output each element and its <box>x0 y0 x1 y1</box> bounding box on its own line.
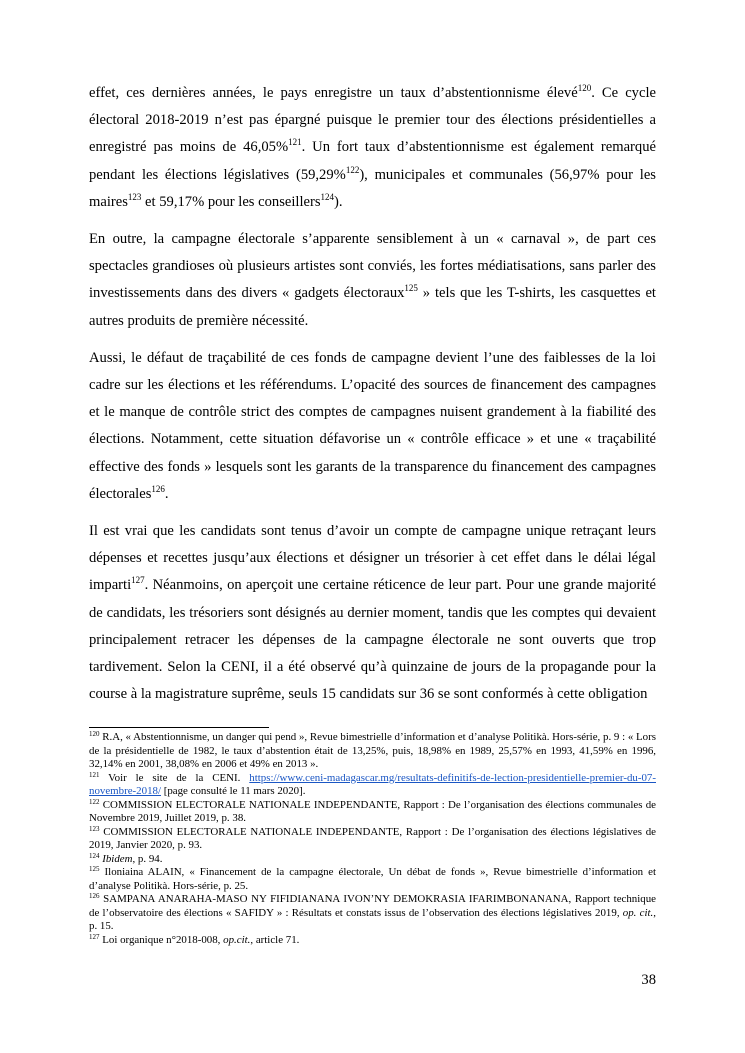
page-number: 38 <box>641 972 656 988</box>
text-run: , p. 15. <box>89 906 656 932</box>
footnote-reference: 124 <box>89 851 100 860</box>
text-run: Il est vrai que les candidats sont tenus d’avoir un compte de campagne unique retraçant leurs dépenses et recettes jusqu’aux élections et désigner un trésorier à cet effet dans le délai légal imparti <box>89 523 656 594</box>
footnote-reference: 120 <box>577 83 592 93</box>
footnote-reference: 121 <box>288 137 302 148</box>
text-run: Loi organique n°2018-008, <box>99 933 224 946</box>
italic-text: op. cit. <box>622 906 654 919</box>
footnote-separator <box>89 727 269 728</box>
text-run: En outre, la campagne électorale s’apparente sensiblement à un « carnaval », de part ces spectacles grandioses où plusieurs artistes sont conviés, les fortes médiatisations, sans parler des investissements dans des divers « gadgets électoraux <box>89 231 656 302</box>
paragraph <box>89 345 656 508</box>
hyperlink[interactable]: https://www.ceni-madagascar.mg/resultats-definitifs-de-lection-presidentielle-premier-du-07-novembre-2018/ <box>89 771 656 797</box>
footnote-reference: 126 <box>151 483 165 494</box>
footnote-reference: 125 <box>89 865 100 873</box>
footnote-reference: 122 <box>89 797 100 806</box>
footnote <box>89 772 656 799</box>
text-run: COMMISSION ELECTORALE NATIONALE INDEPENDANTE, Rapport : De l’organisation des élections législatives de 2019, Janvier 2020, p. 93. <box>89 825 656 851</box>
footnote-reference: 121 <box>89 770 100 779</box>
text-run: [page consulté le 11 mars 2020]. <box>160 785 306 797</box>
footnote-reference: 127 <box>89 932 100 941</box>
body-text <box>89 80 656 718</box>
paragraph <box>89 518 656 708</box>
text-run: ), municipales et communales (56,97% pour les maires <box>89 166 656 210</box>
paragraph <box>89 80 656 216</box>
text-run: Aussi, le défaut de traçabilité de ces fonds de campagne devient l’une des faiblesses de la loi cadre sur les élections et les référendums. L’opacité des sources de financement des campagnes et le manque de contrôle strict des comptes de campagnes nuisent grandement à la fiabilité des élections. Notamment, cette situation défavorise un « contrôle efficace » et une « traçabilité effective des fonds » lesquels sont les garants de la transparence du financement des campagnes électorales <box>89 349 656 502</box>
footnote <box>89 866 656 893</box>
italic-text: op.cit. <box>223 933 251 946</box>
text-run: . Ce cycle électoral 2018-2019 n’est pas épargné puisque le premier tour des élections présidentielles a enregistré pas moins de 46,05% <box>89 85 656 156</box>
text-run: effet, ces dernières années, le pays enregistre un taux d’abstentionnisme élevé <box>89 85 578 101</box>
footnotes <box>89 731 656 947</box>
footnote <box>89 893 656 934</box>
text-run: , article 71. <box>250 933 300 946</box>
footnote-reference: 122 <box>345 164 360 175</box>
footnote <box>89 799 656 826</box>
footnote-reference: 126 <box>89 892 100 900</box>
text-run: » tels que les T-shirts, les casquettes et autres produits de première nécessité. <box>89 285 656 329</box>
footnote <box>89 731 656 772</box>
footnote <box>89 934 656 948</box>
text-run: COMMISSION ELECTORALE NATIONALE INDEPENDANTE, Rapport : De l’organisation des élections communales de Novembre 2019, Juillet 2019, p. 38. <box>89 798 656 824</box>
italic-text: Ibidem <box>102 852 133 865</box>
footnote-reference: 123 <box>127 191 142 202</box>
text-run: . Un fort taux d’abstentionnisme est également remarqué pendant les élections législatives (59,29% <box>89 139 656 183</box>
text-run: et 59,17% pour les conseillers <box>141 193 321 210</box>
footnote <box>89 853 656 867</box>
footnote-reference: 120 <box>89 730 100 738</box>
text-run: . <box>164 485 169 502</box>
paragraph <box>89 226 656 335</box>
footnote-reference: 123 <box>89 824 100 833</box>
text-run: . Néanmoins, on aperçoit une certaine réticence de leur part. Pour une grande majorité de candidats, les trésoriers sont désignés au dernier moment, tandis que les comptes qui devaient principalement retracer les dépenses de la campagne électorale ne sont ouverts que trop tardivement. Selon la CENI, il a été observé qu’à quinzaine de jours de la propagande pour la course à la magistrature suprême, seuls 15 candidats sur 36 se sont conformés à cette obligation <box>89 577 656 703</box>
footnote-reference: 125 <box>404 283 418 294</box>
footnote <box>89 826 656 853</box>
text-run: Voir le site de la CENI. <box>99 771 250 784</box>
footnote-reference: 127 <box>131 575 145 586</box>
text-run: SAMPANA ANARAHA-MASO NY FIFIDIANANA IVON’NY DEMOKRASIA IFARIMBONANANA, Rapport technique de l’observatoire des élections « SAFIDY » : Résultats et constats issus de l’observation des élections législatives 2019, <box>89 893 656 919</box>
footnote-reference: 124 <box>320 191 335 202</box>
text-run: Iloniaina ALAIN, « Financement de la campagne électorale, Un débat de fonds », Revue bimestrielle d’information et d’analyse Politikà. Hors-série, p. 25. <box>89 866 656 892</box>
text-run: , p. 94. <box>132 852 163 865</box>
text-run: R.A, « Abstentionnisme, un danger qui pend », Revue bimestrielle d’information et d’analyse Politikà. Hors-série, p. 9 : « Lors de la présidentielle de 1982, le taux d’abstention était de 13,25%, puis, 18,98% en 1989, 25,57% en 1993, 41,59% en 1996, 32,14% en 2001, 38,08% en 2006 et 49% en 2013 ». <box>89 731 656 770</box>
text-run: ). <box>334 193 343 210</box>
